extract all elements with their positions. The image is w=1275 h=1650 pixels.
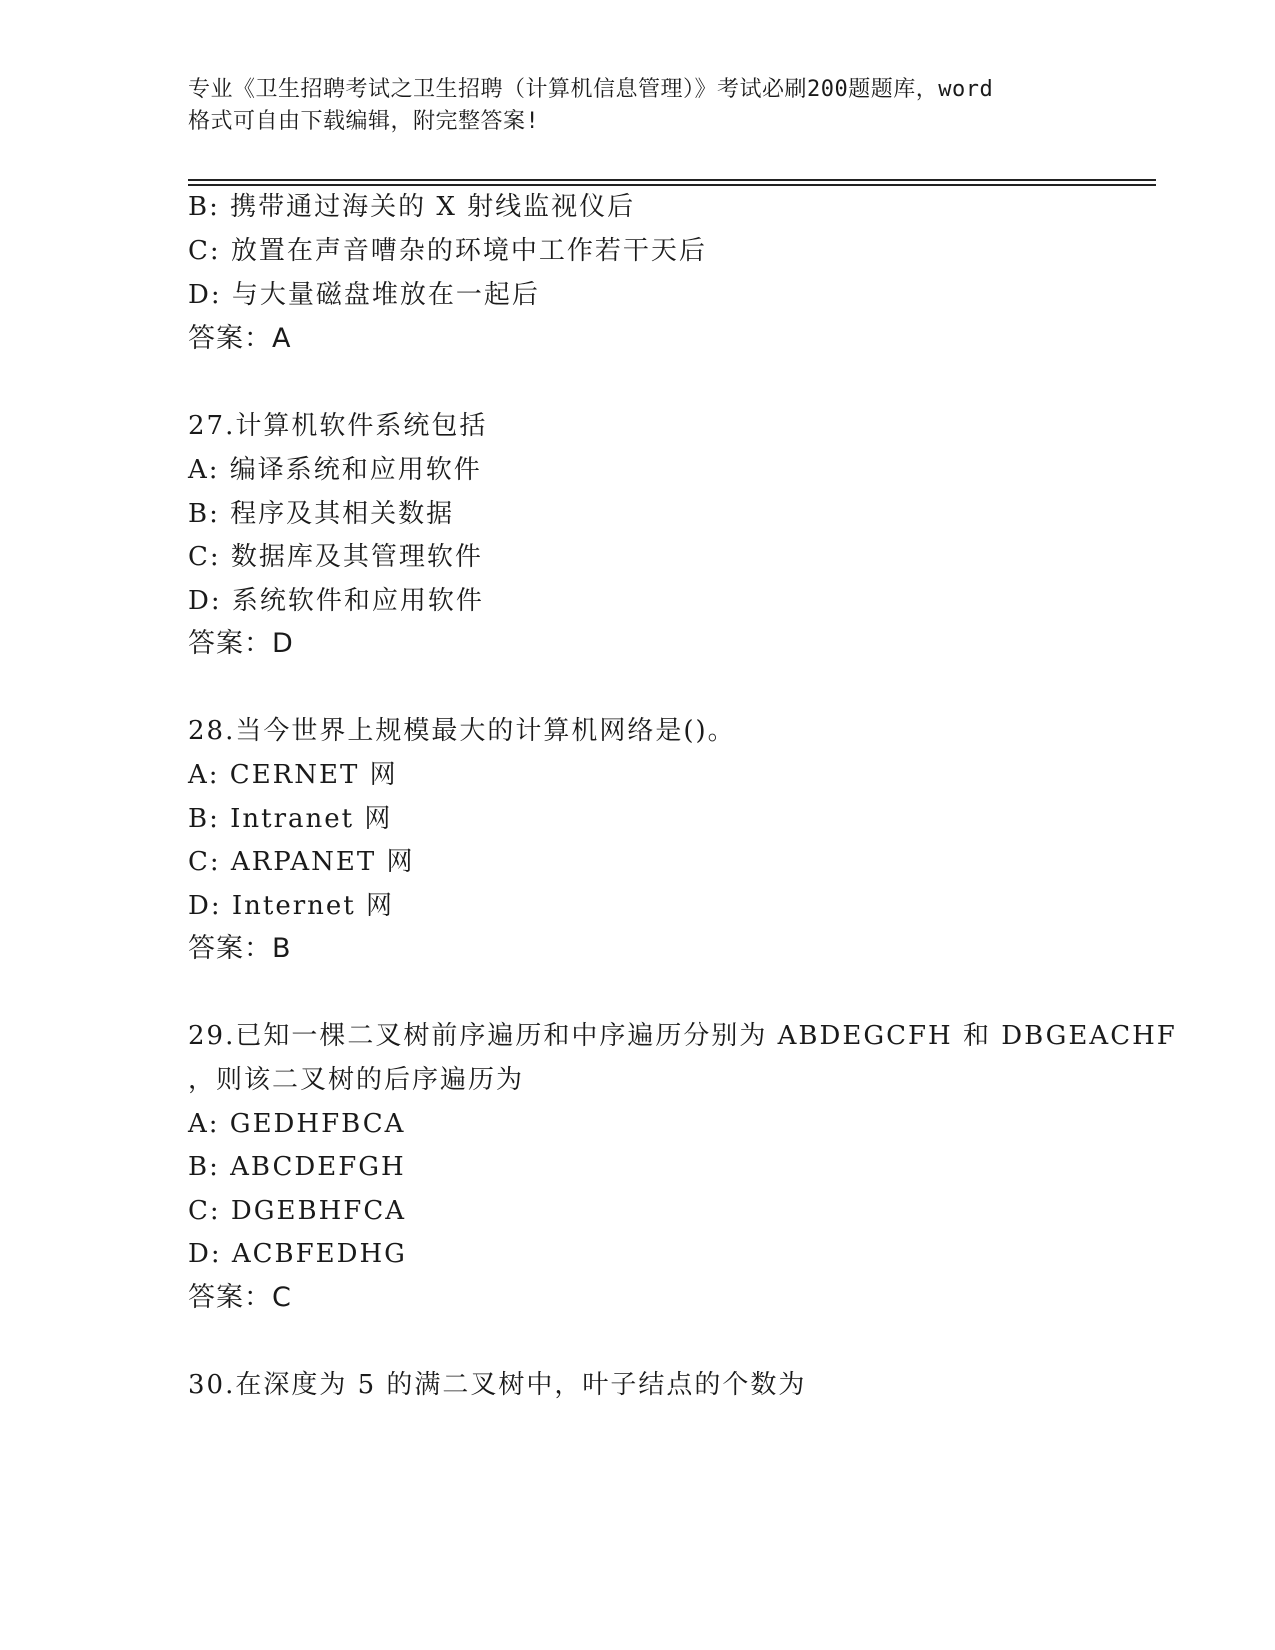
- header-line-1: 专业《卫生招聘考试之卫生招聘（计算机信息管理）》考试必刷200题题库，word: [188, 77, 994, 102]
- q26-answer: 答案：A: [188, 323, 292, 354]
- q27-question: 27.计算机软件系统包括: [188, 411, 488, 441]
- q28-question: 28.当今世界上规模最大的计算机网络是()。: [188, 716, 736, 746]
- q29-option-d: D: ACBFEDHG: [188, 1239, 407, 1269]
- q27-option-b: B: 程序及其相关数据: [188, 499, 455, 529]
- q28-option-d: D: Internet 网: [188, 891, 394, 921]
- q27-option-a: A: 编译系统和应用软件: [188, 455, 482, 485]
- q28-answer: 答案：B: [188, 933, 292, 964]
- q27-option-d: D: 系统软件和应用软件: [188, 586, 484, 616]
- q29-answer: 答案：C: [188, 1282, 292, 1313]
- q29-option-a: A: GEDHFBCA: [188, 1109, 406, 1139]
- header-line-2: 格式可自由下载编辑，附完整答案!: [188, 109, 540, 134]
- q29-question-line-1: 29.已知一棵二叉树前序遍历和中序遍历分别为 ABDEGCFH 和 DBGEACHF: [188, 1021, 1177, 1051]
- q29-question-line-2: ，则该二叉树的后序遍历为: [188, 1065, 525, 1095]
- q28-option-a: A: CERNET 网: [188, 760, 398, 790]
- q26-option-b: B: 携带通过海关的 X 射线监视仪后: [188, 192, 636, 222]
- q28-option-c: C: ARPANET 网: [188, 847, 415, 877]
- q27-option-c: C: 数据库及其管理软件: [188, 542, 483, 572]
- header-rule-bottom: [188, 184, 1156, 186]
- q29-option-c: C: DGEBHFCA: [188, 1196, 407, 1226]
- q29-option-b: B: ABCDEFGH: [188, 1152, 406, 1182]
- q27-answer: 答案：D: [188, 628, 294, 659]
- q30-question: 30.在深度为 5 的满二叉树中，叶子结点的个数为: [188, 1370, 807, 1400]
- document-header: [188, 74, 1088, 138]
- header-rule-top: [188, 179, 1156, 181]
- q28-option-b: B: Intranet 网: [188, 804, 393, 834]
- q26-option-c: C: 放置在声音嘈杂的环境中工作若干天后: [188, 236, 707, 266]
- q26-option-d: D: 与大量磁盘堆放在一起后: [188, 280, 540, 310]
